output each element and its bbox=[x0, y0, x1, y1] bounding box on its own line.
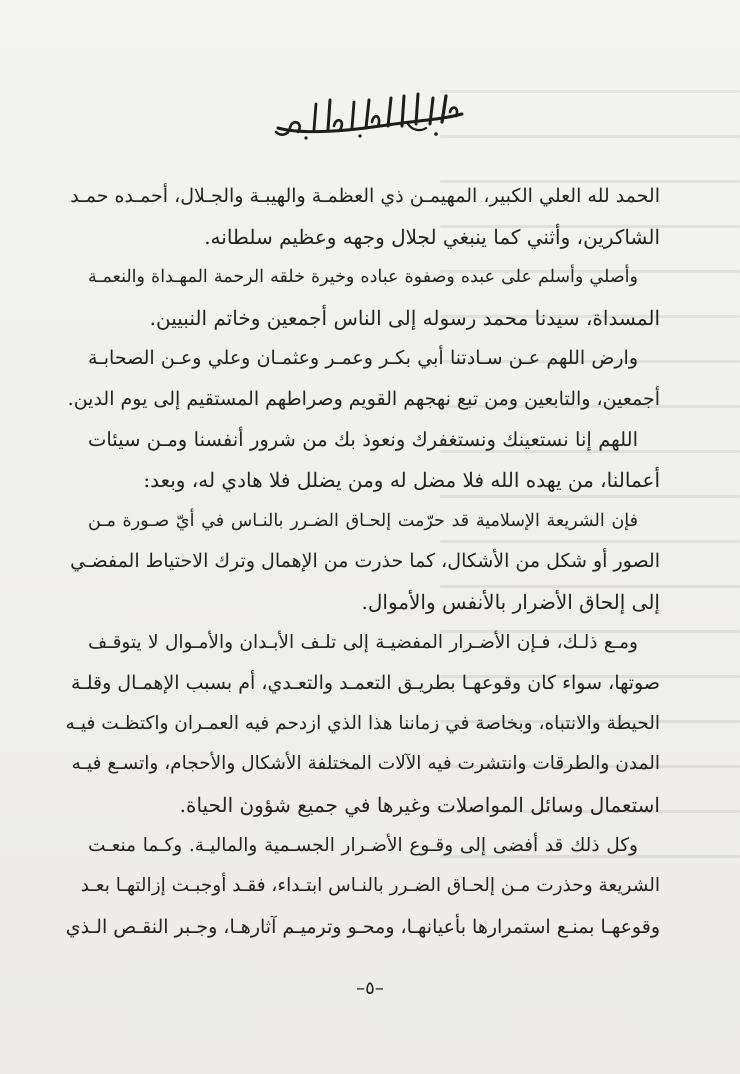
text-line: أعمالنا، من يهده الله فلا مضل له ومن يضلل فلا هادي له، وبعد: bbox=[143, 468, 660, 493]
text-line: وقوعهـا بمنـع استمرارها بأعيانهـا، ومحـو وترميـم آثارهـا، وجـبر النقـص الـذي bbox=[65, 915, 660, 938]
paragraph-companions bbox=[67, 338, 660, 419]
text-line: وأصلي وأسلم على عبده وصفوة عباده وخيرة خلقه الرحمة المهـداة والنعمـة bbox=[88, 267, 638, 288]
text-line: إلى إلحاق الأضرار بالأنفس والأموال. bbox=[361, 589, 660, 614]
text-line: وارض اللهم عـن سـادتنا أبي بكـر وعمـر وعثمـان وعلي وعـن الصحابـة bbox=[88, 347, 638, 370]
text-line: اللهم إنا نستعينك ونستغفرك ونعوذ بك من شرور أنفسنا ومـن سيئات bbox=[88, 427, 638, 451]
text-line: الحيطة والانتباه، وبخاصة في زماننا هذا الذي ازدحم فيه العمـران واكتظـت فيـه bbox=[65, 712, 660, 734]
paragraph-supplication bbox=[88, 420, 660, 501]
text-line: الحمد لله العلي الكبير، المهيمـن ذي العظمـة والهيبـة والجـلال، أحمـده حمـد bbox=[70, 185, 660, 207]
text-line: المدن والطرقات وانتشرت فيه الآلات المختلفة الأشكال والأحجام، واتسـع فيـه bbox=[71, 753, 660, 775]
text-line: ومـع ذلـك، فـإن الأضـرار المفضيـة إلى تلـف الأبـدان والأمـوال لا يتوقـف bbox=[88, 631, 638, 653]
paragraph-harms-continue bbox=[65, 623, 660, 826]
text-line: المسداة، سيدنا محمد رسوله إلى الناس أجمعين وخاتم النبيين. bbox=[149, 305, 660, 330]
paragraph-sharia-prohibition bbox=[70, 501, 660, 623]
text-line: الصور أو شكل من الأشكال، كما حذرت من الإهمال وترك الاحتياط المفضـي bbox=[70, 550, 660, 573]
paragraph-praise bbox=[70, 176, 660, 257]
text-line: الشاكرين، وأثني كما ينبغي لجلال وجهه وعظيم سلطانه. bbox=[204, 224, 660, 249]
basmala-calligraphy bbox=[270, 86, 470, 142]
text-line: صوتها، سواء كان وقوعهـا بطريـق التعمـد والتعـدي، أم بسبب الإهمـال وقلـة bbox=[70, 672, 660, 695]
page-number: –٥– bbox=[356, 978, 384, 999]
text-line: فإن الشريعة الإسلامية قد حرّمت إلحـاق الضـرر بالنـاس في أيّ صـورة مـن bbox=[88, 510, 638, 531]
text-line: أجمعين، والتابعين ومن تبع نهجهم القويم وصراطهم المستقيم إلى يوم الدين. bbox=[67, 387, 660, 410]
main-text-body bbox=[65, 176, 660, 947]
paragraph-consequences bbox=[65, 826, 660, 948]
text-line: وكل ذلك قد أفضى إلى وقـوع الأضـرار الجسـمية والماليـة. وكـما منعـت bbox=[88, 834, 638, 856]
paragraph-prayer bbox=[88, 257, 660, 338]
basmala-calligraphy-art bbox=[270, 86, 470, 142]
text-line: استعمال وسائل المواصلات وغيرها في جميع شؤون الحياة. bbox=[179, 792, 660, 817]
text-line: الشريعة وحذرت مـن إلحـاق الضـرر بالنـاس ابتـداء، فقـد أوجبـت إزالتهـا بعـد bbox=[80, 875, 660, 897]
